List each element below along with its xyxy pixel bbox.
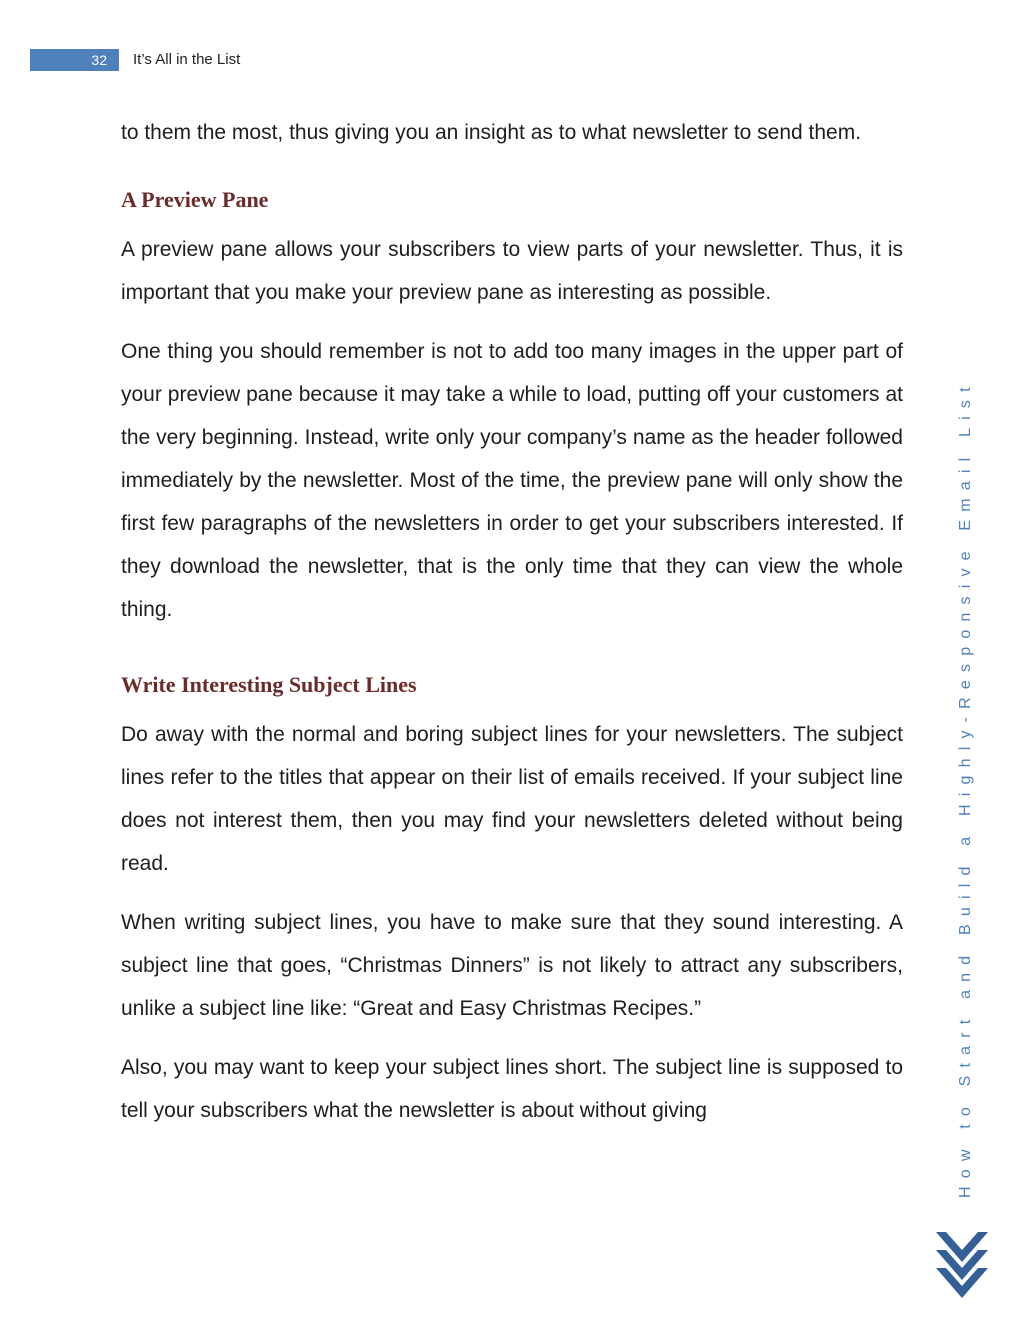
section-heading-preview-pane: A Preview Pane bbox=[121, 187, 269, 212]
body-paragraph: Do away with the normal and boring subject lines for your newsletters. The subject lines refer to the titles that appear on their list of emails received. If your subject line does not interest them, then you may find your newsletters deleted without being read. bbox=[121, 723, 903, 875]
double-chevron-down-icon bbox=[936, 1232, 988, 1298]
body-paragraph: A preview pane allows your subscribers to view parts of your newsletter. Thus, it is important that you make your preview pane as interesting as possible. bbox=[121, 238, 903, 304]
body-paragraph: Also, you may want to keep your subject lines short. The subject line is supposed to tell your subscribers what the newsletter is about without giving bbox=[121, 1056, 903, 1122]
vertical-book-title: How to Start and Build a Highly-Responsive Email List bbox=[957, 379, 974, 1198]
body-paragraph: When writing subject lines, you have to make sure that they sound interesting. A subject line that goes, “Christmas Dinners” is not likely to attract any subscribers, unlike a subject line like: “Great and Easy Christmas Recipes.” bbox=[121, 911, 903, 1020]
running-header-title: It’s All in the List bbox=[133, 51, 241, 68]
page-number: 32 bbox=[91, 52, 107, 68]
section-heading-subject-lines: Write Interesting Subject Lines bbox=[121, 672, 417, 697]
intro-paragraph: to them the most, thus giving you an insight as to what newsletter to send them. bbox=[121, 121, 862, 144]
page-body bbox=[121, 111, 903, 1132]
body-paragraph: One thing you should remember is not to add too many images in the upper part of your preview pane because it may take a while to load, putting off your customers at the very beginning. Instead, write only your company’s name as the header followed immediately by the newsletter. Most of the time, the preview pane will only show the first few paragraphs of the newsletters in order to get your subscribers interested. If they download the newsletter, that is the only time that they can view the whole thing. bbox=[121, 340, 903, 621]
page-number-badge bbox=[30, 49, 119, 71]
